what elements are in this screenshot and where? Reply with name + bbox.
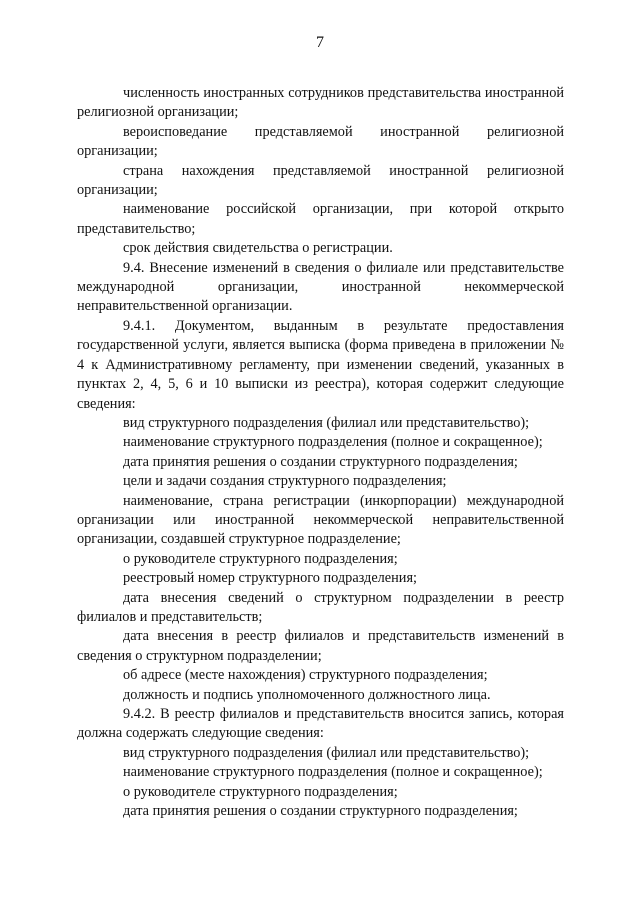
page-number: 7: [316, 34, 324, 51]
section-9-4-1: 9.4.1. Документом, выданным в результате предоставления государственной услуги, является выписка (форма приведена в приложении № 4 к Административному регламенту, при изменении сведений, указанных в пунктах 2, 4, 5, 6 и 10 выписки из реестра), которая содержит следующие сведения:: [77, 317, 564, 412]
list-item: наименование структурного подразделения (полное и сокращенное);: [123, 434, 543, 451]
paragraph: вероисповедание представляемой иностранной религиозной организации;: [77, 123, 564, 160]
list-item: наименование, страна регистрации (инкорпорации) международной организации или иностранной некоммерческой неправительственной организации, создавшей структурное подразделение;: [77, 492, 564, 548]
list-item: вид структурного подразделения (филиал или представительство);: [123, 414, 530, 431]
list-item: должность и подпись уполномоченного должностного лица.: [123, 686, 491, 703]
list-item: дата принятия решения о создании структурного подразделения;: [123, 803, 518, 820]
paragraph: страна нахождения представляемой иностранной религиозной организации;: [77, 162, 564, 199]
list-item: дата внесения в реестр филиалов и представительств изменений в сведения о структурном подразделении;: [77, 628, 564, 664]
list-item: о руководителе структурного подразделения;: [123, 550, 398, 567]
section-9-4-2: 9.4.2. В реестр филиалов и представительств вносится запись, которая должна содержать следующие сведения:: [77, 706, 564, 742]
paragraph: наименование российской организации, при которой открыто представительство;: [77, 201, 564, 237]
list-item: цели и задачи создания структурного подразделения;: [123, 473, 447, 490]
document-body: [77, 84, 564, 821]
list-item: о руководителе структурного подразделения;: [123, 783, 398, 800]
list-item: дата внесения сведений о структурном подразделении в реестр филиалов и представительств;: [77, 589, 564, 625]
paragraph: численность иностранных сотрудников представительства иностранной религиозной организации;: [77, 85, 564, 121]
paragraph: срок действия свидетельства о регистрации.: [123, 240, 393, 257]
list-item: вид структурного подразделения (филиал или представительство);: [123, 744, 530, 761]
section-heading-9-4: 9.4. Внесение изменений в сведения о филиале или представительстве международной организации, иностранной некоммерческой неправительственной организации.: [77, 259, 564, 315]
list-item: об адресе (месте нахождения) структурного подразделения;: [123, 667, 488, 684]
list-item: наименование структурного подразделения (полное и сокращенное);: [123, 764, 543, 781]
list-item: дата принятия решения о создании структурного подразделения;: [123, 453, 518, 470]
list-item: реестровый номер структурного подразделения;: [123, 570, 418, 587]
